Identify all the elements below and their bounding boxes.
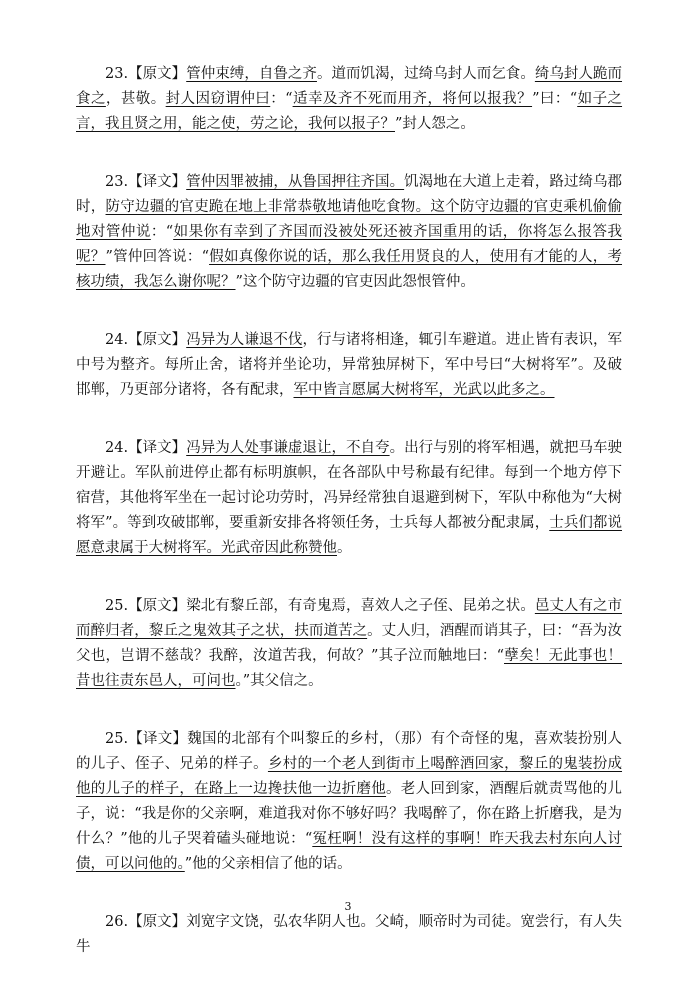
text-segment: 。 bbox=[337, 540, 352, 556]
text-segment: 。丈人归，酒醒而诮其子，曰：“吾为汝父也，岂谓不慈哉？我醉，汝道苦我，何故？”其子泣而触地曰：“ bbox=[76, 623, 622, 664]
paragraph bbox=[76, 594, 622, 694]
text-segment: ，行与诸将相逢，辄引车避道。进止皆有表识，军中号为整齐。每所止舍，诸将并坐论功，异常独屏树下，军中号曰“大树将军”。及破邯郸，乃更部分诸将，各有配隶， bbox=[76, 332, 623, 398]
text-segment: 。老人回到家，酒醒后就责骂他的儿子，说：“我是你的父亲啊，难道我对你不够好吗？我喝醉了，你在路上折磨我，是为什么？”他的儿子哭着磕头碰地说：“ bbox=[76, 781, 623, 847]
text-segment: ：“ bbox=[270, 91, 293, 107]
text-segment: 24.【译文】 bbox=[105, 440, 187, 456]
paragraph bbox=[76, 727, 622, 877]
text-segment: ”管仲回答说：“ bbox=[105, 249, 210, 265]
underlined-text: 冯异为人处事谦虚退让，不自夸 bbox=[186, 440, 390, 456]
underlined-text: 管仲束缚，自鲁之齐 bbox=[186, 66, 317, 82]
underlined-text: 绮乌封人跪而食之 bbox=[76, 66, 623, 107]
text-segment: 饥渴地在大道上走着，路过绮乌郡时， bbox=[76, 174, 623, 215]
underlined-text: 封人因窃谓仲曰 bbox=[165, 91, 271, 107]
text-segment: 。道而饥渴，过绮乌封人而乞食。 bbox=[316, 66, 535, 82]
text-segment: 23.【译文】 bbox=[105, 174, 187, 190]
underlined-text: 冯异为人谦退不伐 bbox=[186, 332, 303, 348]
underlined-text: 适幸及齐不死而用齐，将何以报我？ bbox=[292, 91, 533, 107]
text-segment: 24.【原文】 bbox=[105, 332, 187, 348]
paragraph bbox=[76, 436, 622, 561]
underlined-text: 邑丈人有之市而醉归者，黎丘之鬼效其子之状，扶而道苦之 bbox=[76, 598, 622, 639]
underlined-text: 防守边疆的官吏跪在地上非常恭敬地请他吃食物。这个防守边疆的官吏乘机偷偷地对管仲说 bbox=[76, 199, 623, 240]
underlined-text: 乡村的一个老人到街市上喝醉酒回家，黎丘的鬼装扮成他的儿子的样子，在路上一边搀扶他一边折磨他 bbox=[76, 756, 623, 797]
underlined-text: 军中皆言愿属大树将军，光武以此多之。 bbox=[293, 382, 555, 398]
paragraph bbox=[76, 62, 622, 137]
underlined-text: 孽矣！无此事也！昔也往责东邑人，可问也 bbox=[76, 648, 622, 689]
underlined-text: 士兵们都说愿意隶属于大树将军。光武帝因此称赞他 bbox=[76, 515, 622, 556]
text-segment: ，甚敬。 bbox=[105, 91, 166, 107]
document-body bbox=[76, 62, 622, 993]
text-segment: 25.【译文】魏国的北部有个叫黎丘的乡村，（那）有个奇怪的鬼，喜欢装扮别人的儿子、侄子、兄弟的样子。 bbox=[76, 731, 622, 772]
text-segment: 。”其父信之。 bbox=[235, 673, 323, 689]
underlined-text: 冤枉啊！没有这样的事啊！昨天我去村东向人讨债，可以问他的。 bbox=[76, 831, 623, 872]
text-segment: ”曰：“ bbox=[532, 91, 578, 107]
page-number: 3 bbox=[344, 900, 352, 913]
paragraph bbox=[76, 170, 622, 295]
text-segment: 。出行与别的将军相遇，就把马车驶开避让。军队前进停止都有标明旗帜，在各部队中号称最有纪律。每到一个地方停下宿营，其他将军坐在一起讨论功劳时，冯异经常独自退避到树下，军队中称他为“大树将军”。等到攻破邯郸，要重新安排各将领任务，士兵每人都被分配隶属， bbox=[76, 440, 623, 531]
text-segment: ：“ bbox=[150, 224, 174, 240]
text-segment: ”他的父亲相信了他的话。 bbox=[184, 856, 352, 872]
underlined-text: 管仲因罪被捕，从鲁国押往齐国。 bbox=[186, 174, 405, 190]
underlined-text: 如子之言，我且贤之用，能之使，劳之论，我何以报子？ bbox=[76, 91, 623, 132]
text-segment: ”这个防守边疆的官吏因此怨恨管仲。 bbox=[235, 274, 475, 290]
underlined-text: 假如真像你说的话，那么我任用贤良的人，使用有才能的人，考核功绩，我怎么谢你呢？ bbox=[76, 249, 623, 290]
text-segment: 26.【原文】刘宽字文饶，弘农华阴人也。父崎，顺帝时为司徒。宽尝行，有人失牛 bbox=[76, 914, 622, 955]
text-segment: 23.【原文】 bbox=[105, 66, 187, 82]
underlined-text: 如果你有幸到了齐国而没被处死还被齐国重用的话，你将怎么报答我呢？ bbox=[76, 224, 622, 265]
text-segment: ”封人怨之。 bbox=[395, 116, 475, 132]
paragraph bbox=[76, 328, 622, 403]
text-segment: 25.【原文】梁北有黎丘部，有奇鬼焉，喜效人之子侄、昆弟之状。 bbox=[105, 598, 535, 614]
paragraph bbox=[76, 910, 622, 960]
